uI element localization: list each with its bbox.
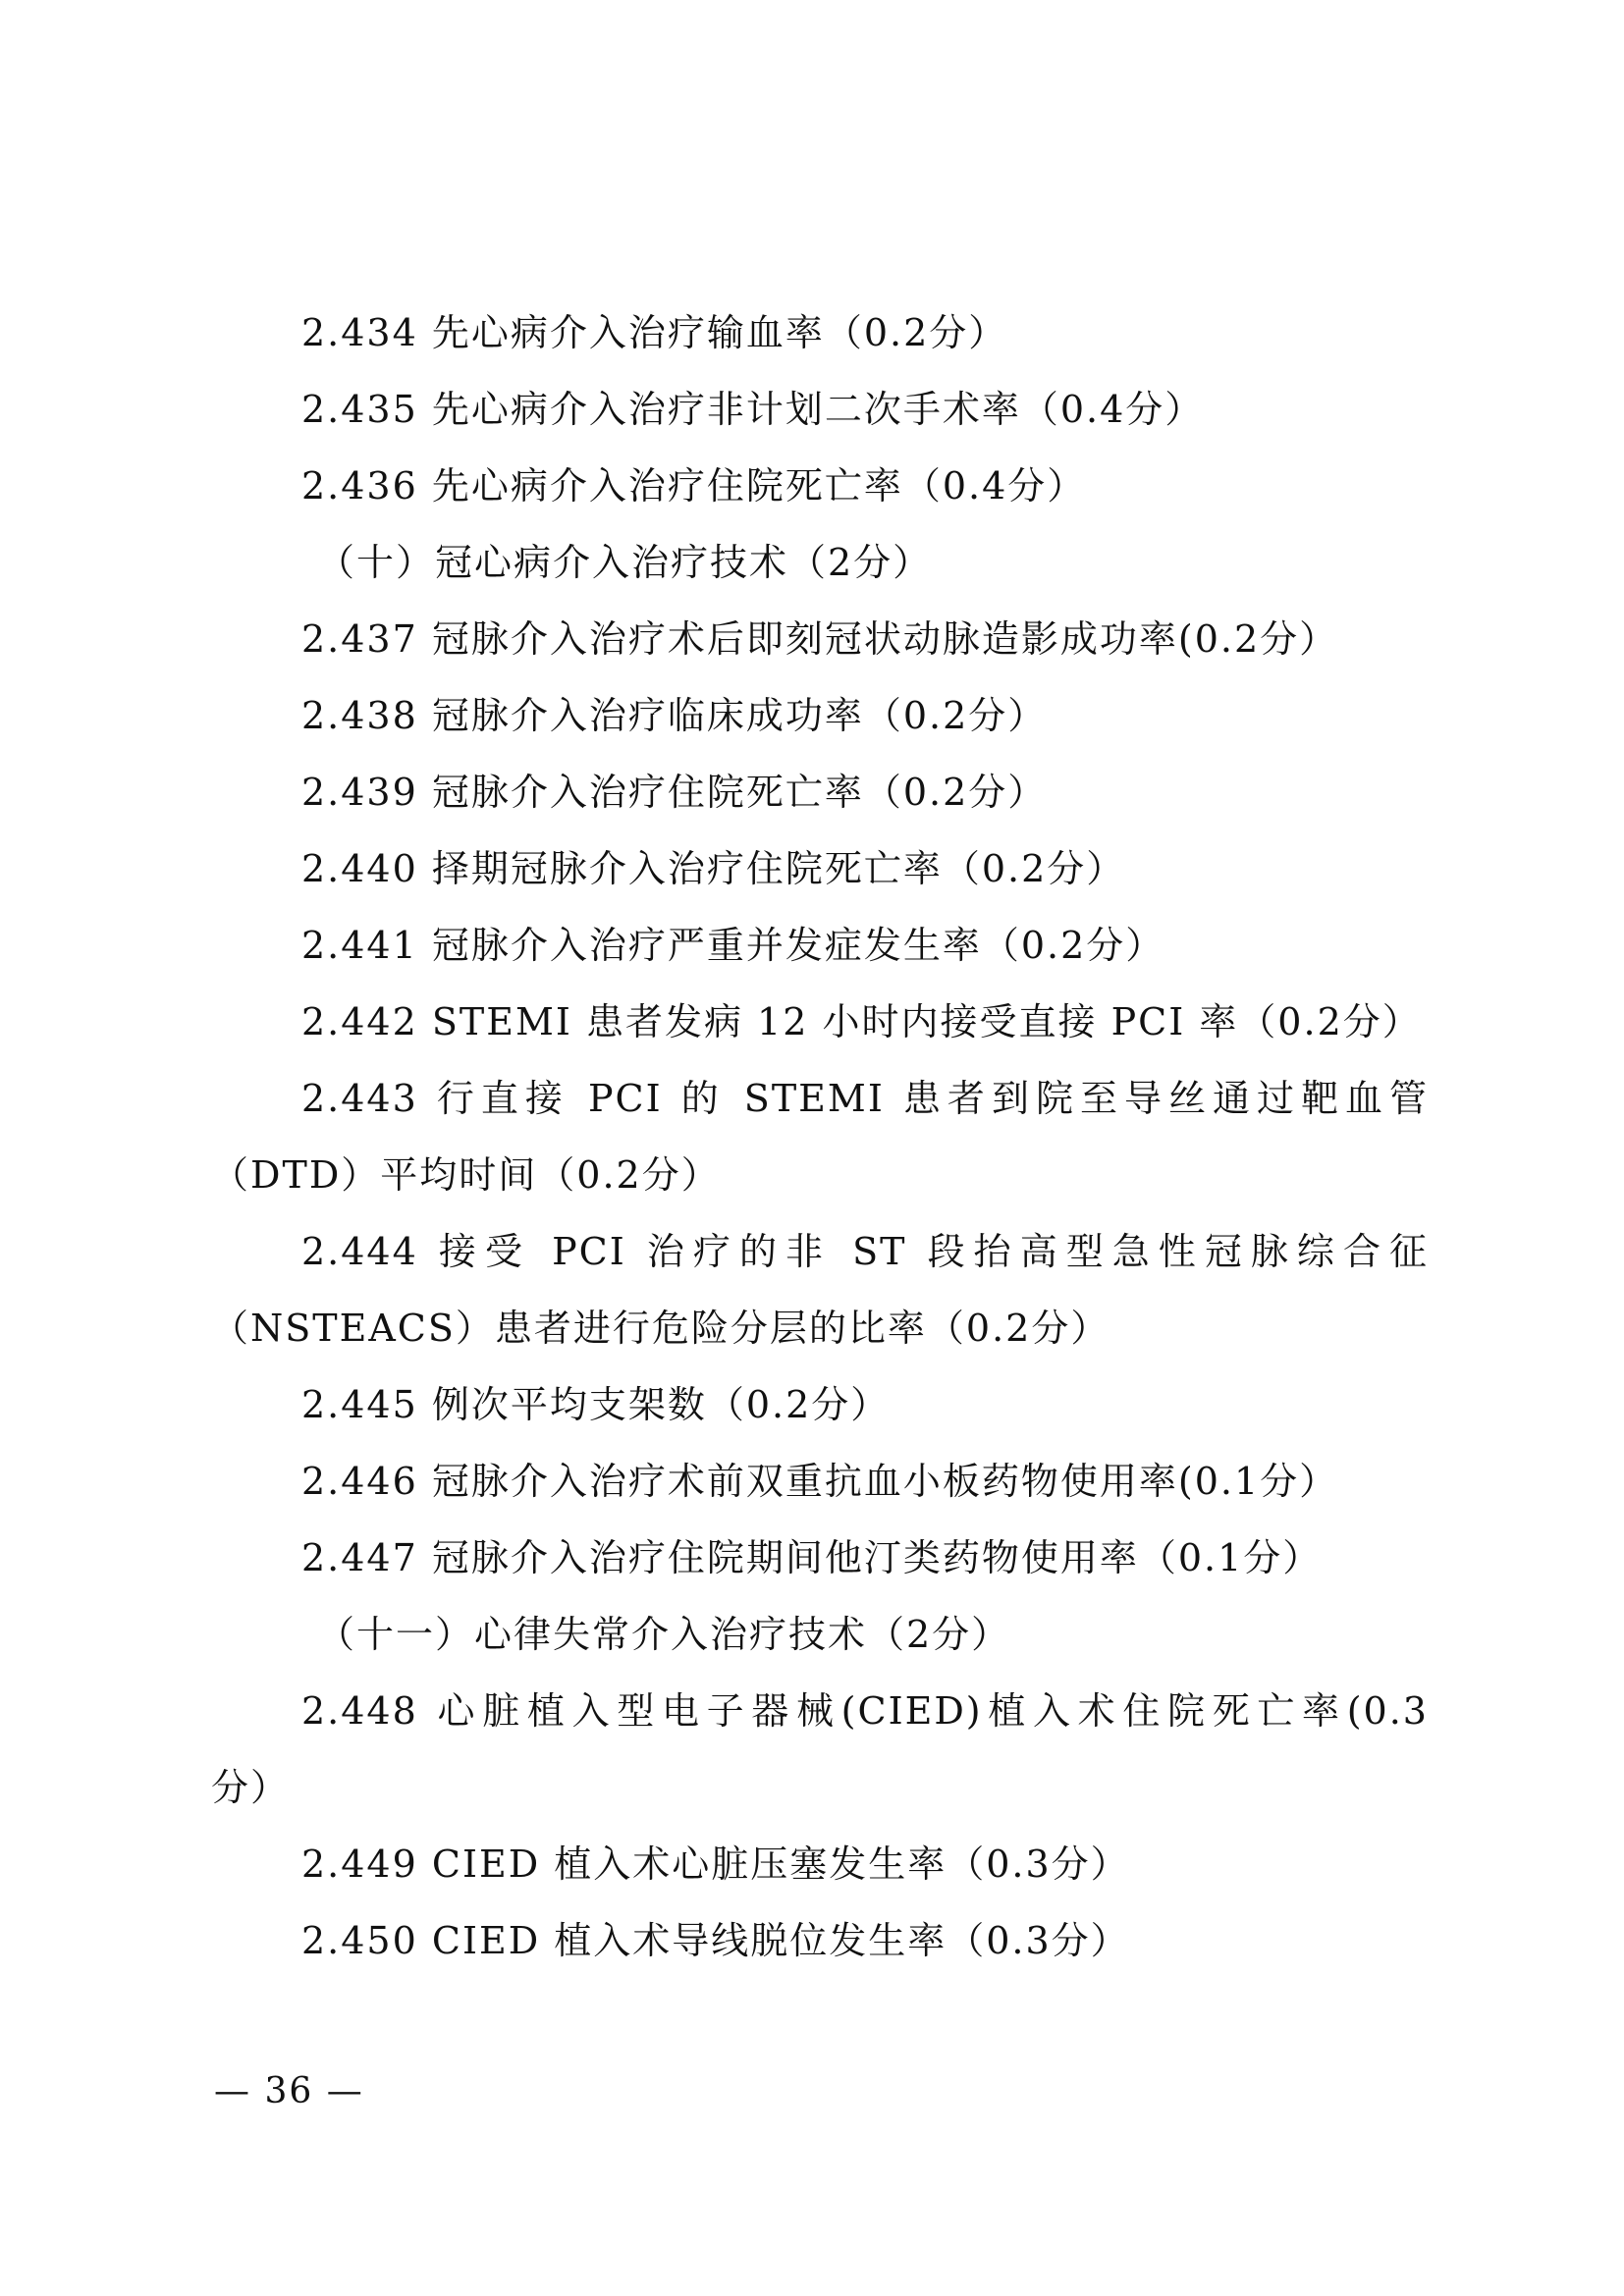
list-item: 2.445 例次平均支架数（0.2分） bbox=[301, 1383, 891, 1426]
list-item-continuation: （NSTEACS）患者进行危险分层的比率（0.2分） bbox=[211, 1307, 1110, 1350]
list-item: 2.448 心脏植入型电子器械(CIED)植入术住院死亡率(0.3 bbox=[301, 1689, 1429, 1733]
list-item: 2.446 冠脉介入治疗术前双重抗血小板药物使用率(0.1分） bbox=[301, 1460, 1339, 1503]
document-body bbox=[211, 294, 1429, 1979]
list-item-continuation: （DTD）平均时间（0.2分） bbox=[211, 1153, 721, 1197]
list-item: 2.442 STEMI 患者发病 12 小时内接受直接 PCI 率（0.2分） bbox=[301, 1000, 1422, 1043]
section-heading: （十一）心律失常介入治疗技术（2分） bbox=[317, 1613, 1011, 1656]
list-item-continuation: 分） bbox=[211, 1766, 291, 1809]
list-item: 2.444 接受 PCI 治疗的非 ST 段抬高型急性冠脉综合征 bbox=[301, 1230, 1429, 1273]
list-item: 2.440 择期冠脉介入治疗住院死亡率（0.2分） bbox=[301, 847, 1126, 890]
list-item: 2.437 冠脉介入治疗术后即刻冠状动脉造影成功率(0.2分） bbox=[301, 617, 1339, 661]
page-number: — 36 — bbox=[214, 2071, 364, 2111]
list-item: 2.450 CIED 植入术导线脱位发生率（0.3分） bbox=[301, 1919, 1130, 1962]
list-item: 2.441 冠脉介入治疗严重并发症发生率（0.2分） bbox=[301, 924, 1165, 967]
list-item: 2.436 先心病介入治疗住院死亡率（0.4分） bbox=[301, 464, 1087, 507]
list-item: 2.434 先心病介入治疗输血率（0.2分） bbox=[301, 311, 1008, 354]
list-item: 2.443 行直接 PCI 的 STEMI 患者到院至导丝通过靶血管 bbox=[301, 1077, 1429, 1120]
section-heading: （十）冠心病介入治疗技术（2分） bbox=[317, 541, 933, 584]
list-item: 2.435 先心病介入治疗非计划二次手术率（0.4分） bbox=[301, 388, 1205, 431]
list-item: 2.438 冠脉介入治疗临床成功率（0.2分） bbox=[301, 694, 1048, 737]
list-item: 2.449 CIED 植入术心脏压塞发生率（0.3分） bbox=[301, 1842, 1130, 1886]
list-item: 2.447 冠脉介入治疗住院期间他汀类药物使用率（0.1分） bbox=[301, 1536, 1323, 1579]
list-item: 2.439 冠脉介入治疗住院死亡率（0.2分） bbox=[301, 771, 1048, 814]
